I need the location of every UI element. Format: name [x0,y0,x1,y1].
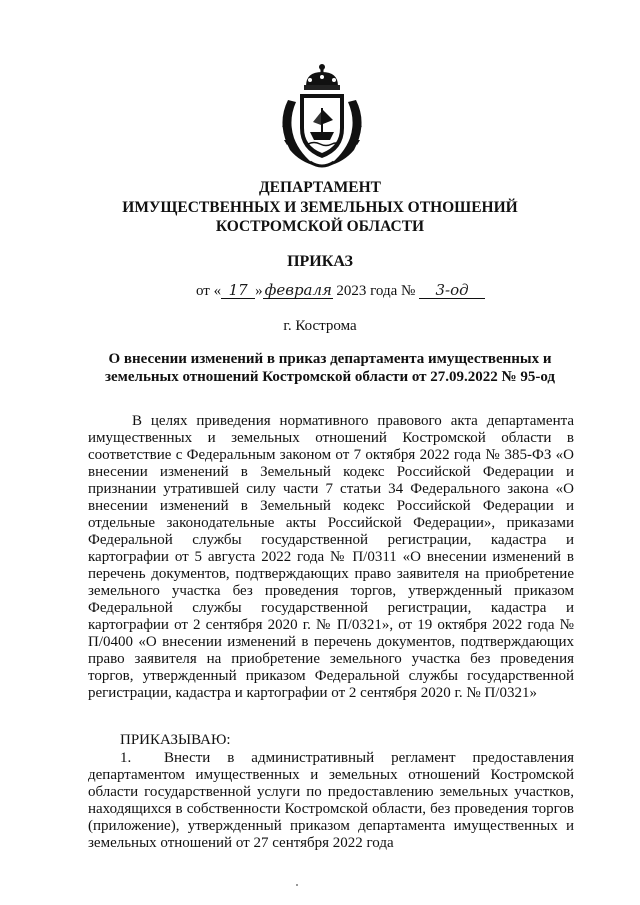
kostroma-coat-of-arms-icon [270,62,374,170]
year-text: 2023 года № [336,283,416,299]
department-name-line-2: ИМУЩЕСТВЕННЫХ И ЗЕМЕЛЬНЫХ ОТНОШЕНИЙ [122,199,518,216]
subject-line-2: земельных отношений Костромской области от 27.09.2022 № 95-од [104,369,556,385]
handwritten-month: февраля [264,281,332,299]
order-date-line [196,282,485,300]
department-name-line-1: ДЕПАРТАМЕНТ [258,179,382,196]
order-subject [100,350,560,386]
preamble-paragraph: В целях приведения нормативного правового акта департамента имущественных и земельных отношений Костромской области в соответствие с Федеральным законом от 7 октября 2022 года № 385-ФЗ «О внесении изменений в Земельный кодекс Российской Федерации и признании утратившей силу части 7 статьи 34 Федерального закона «О внесении изменений в Земельный кодекс Российской Федерации и отдельные законодательные акты Российской Федерации», приказами Федеральной службы государственной регистрации, кадастра и картографии от 5 августа 2022 года № П/0311 «О внесении изменений в перечень документов, подтверждающих право заявителя на приобретение земельного участка без проведения торгов, утвержденный приказом Федеральной службы государственной регистрации, кадастра и картографии от 2 сентября 2020 г. № П/0321», от 19 октября 2022 года № П/0400 «О внесении изменений в перечень документов, подтверждающих право заявителя на приобретение земельного участка без проведения торгов, утвержденный приказом Федеральной службы государственной регистрации, кадастра и картографии от 2 сентября 2020 г. № П/0321» [88,413,574,701]
subject-line-1: О внесении изменений в приказ департамента имущественных и [108,351,552,367]
command-word: ПРИКАЗЫВАЮ: [120,732,231,748]
order-item-1 [88,750,574,852]
handwritten-day: 17 [221,282,255,299]
department-name-line-3: КОСТРОМСКОЙ ОБЛАСТИ [215,218,425,235]
item-text: Внести в административный регламент предоставления департаментом имущественных и земельных отношений Костромской области государственной услуги по предоставлению земельных участков, находящихся в собственности Костромской области, без проведения торгов (приложение), утвержденный приказом департамента имущественных и земельных отношений от 27 сентября 2022 года [88,750,574,851]
date-prefix: от « [196,283,222,299]
page-speck [296,884,298,886]
city-name: г. Кострома [283,318,357,334]
handwritten-order-number: 3-од [419,282,485,299]
date-separator: » [255,283,263,299]
item-number: 1. [120,750,132,766]
document-title: ПРИКАЗ [287,253,353,270]
